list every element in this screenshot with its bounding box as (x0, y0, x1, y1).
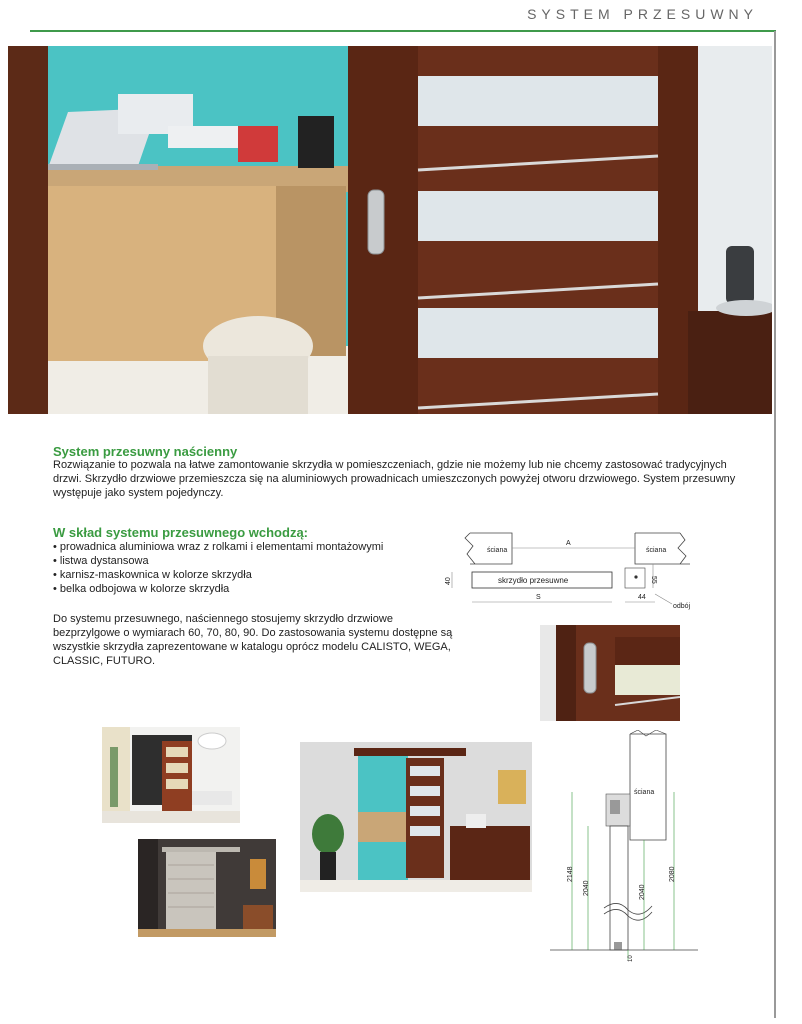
dimension-2080-label: 2080 (669, 866, 676, 882)
dimension-2040-left-label: 2040 (583, 880, 590, 896)
section-paragraph-wall-system: Rozwiązanie to pozwala na łatwe zamontowanie skrzydła w pomieszczeniach, gdzie nie możemy lub nie chcemy zastosować tradycyjnych drzwi. Skrzydło drzwiowe przemieszcza się na aluminiowych prowadnicach umieszczonych powyżej otworu drzwiowego. System przesuwny występuje jako system pojedynczy. (53, 459, 736, 499)
dimension-a-label: A (566, 540, 571, 547)
components-list-item: • prowadnica aluminiowa wraz z rolkami i elementami montażowymi (53, 540, 423, 554)
section-paragraph-door-sizes: Do systemu przesuwnego, naściennego stosujemy skrzydło drzwiowe bezprzylgowe o wymiarach 60, 70, 80, 90. Do zastosowania systemu dostępne są wszystkie skrzydła zaprezentowane w katalogu oprócz modelu CALISTO, WEGA, CLASSIC, FUTURO. (53, 613, 453, 667)
wall-label: ściana (634, 789, 655, 796)
living-room-door-photo (102, 727, 240, 823)
components-list (53, 540, 423, 596)
dimension-10-label: 10 (628, 955, 634, 962)
components-list-item: • listwa dystansowa (53, 554, 423, 568)
right-wall-label: ściana (646, 547, 667, 554)
hero-photo-sliding-door (8, 46, 772, 414)
door-leaf-label: skrzydło przesuwne (498, 576, 569, 585)
dimension-2148-label: 2148 (567, 866, 574, 882)
dimension-2040-right-label: 2040 (639, 884, 646, 900)
page-header-title: SYSTEM PRZESUWNY (527, 6, 758, 22)
components-list-item: • karnisz-maskownica w kolorze skrzydła (53, 568, 423, 582)
office-sliding-door-photo (300, 742, 532, 892)
header-divider (30, 30, 776, 32)
top-view-diagram (440, 528, 700, 618)
section-title-components: W skład systemu przesuwnego wchodzą: (53, 525, 308, 540)
handle-closeup-photo (540, 625, 680, 721)
dimension-s-label: S (536, 594, 541, 601)
left-wall-label: ściana (487, 547, 508, 554)
grey-sliding-door-photo (138, 839, 276, 937)
page-right-border (774, 31, 776, 1018)
section-title-wall-system: System przesuwny naścienny (53, 444, 238, 459)
dimension-40-label: 40 (445, 577, 452, 585)
side-view-diagram (548, 730, 700, 962)
door-stop-label: odbój (673, 603, 691, 610)
dimension-55-label: 55 (650, 576, 657, 584)
components-list-item: • belka odbojowa w kolorze skrzydła (53, 582, 423, 596)
dimension-44-label: 44 (638, 594, 646, 601)
